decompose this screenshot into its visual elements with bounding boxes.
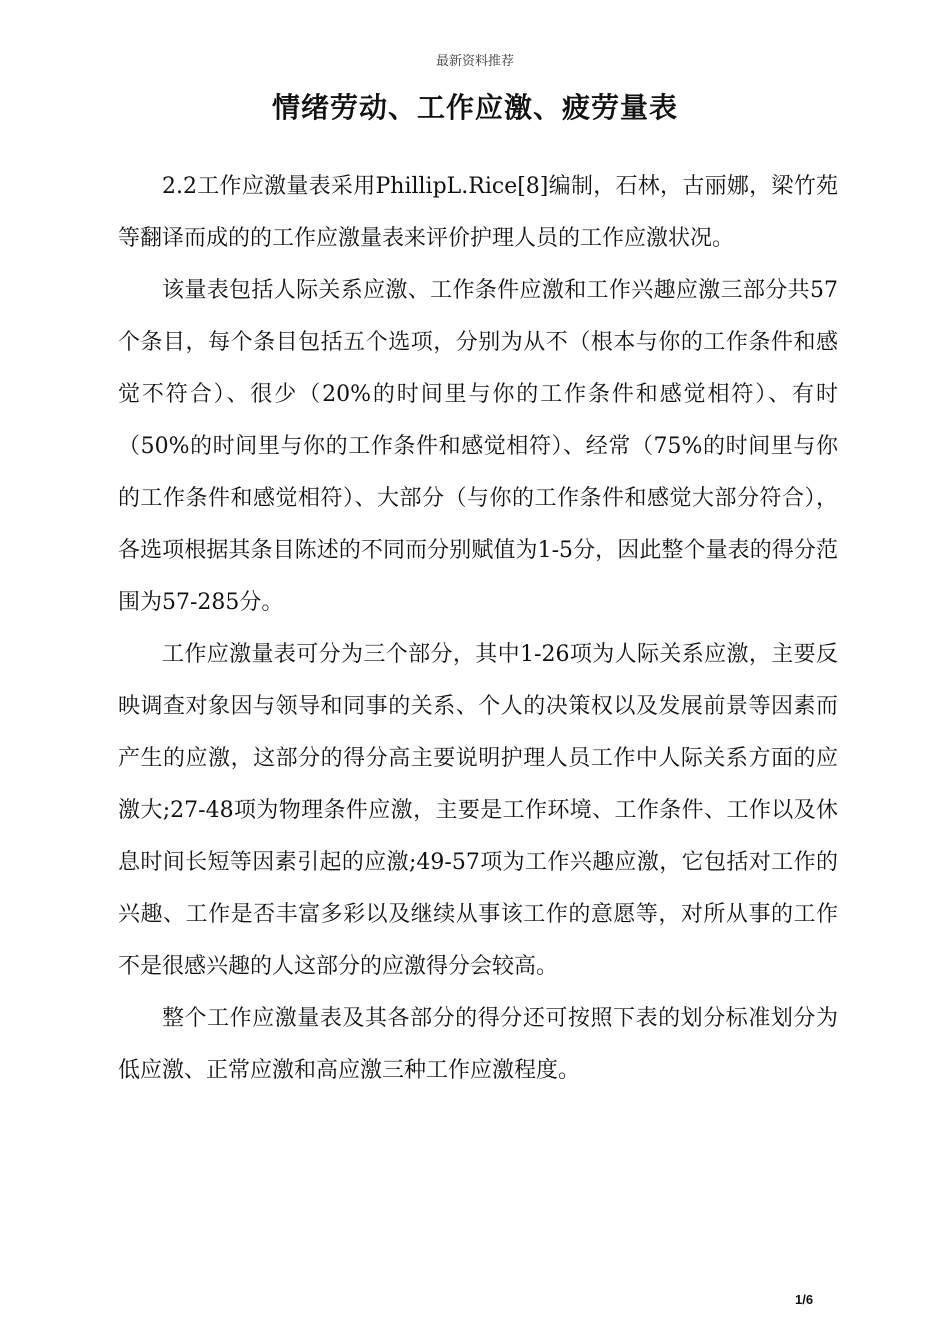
document-title: 情绪劳动、工作应激、疲劳量表 [271,91,678,124]
paragraph-4: 整个工作应激量表及其各部分的得分还可按照下表的划分标准划分为低应激、正常应激和高应激三种工作应激程度。 [118,1006,838,1083]
paragraph-1: 2.2工作应激量表采用PhillipL.Rice[8]编制，石林，古丽娜，梁竹苑等翻译而成的的工作应激量表来评价护理人员的工作应激状况。 [118,174,838,251]
page-header: 最新资料推荐 [435,54,514,69]
page-number: 1/6 [795,1292,814,1307]
paragraph-2: 该量表包括人际关系应激、工作条件应激和工作兴趣应激三部分共57个条目，每个条目包括五个选项，分别为从不（根本与你的工作条件和感觉不符合）、很少（20%的时间里与你的工作条件和感觉相符）、有时（50%的时间里与你的工作条件和感觉相符）、经常（75%的时间里与你的工作条件和感觉相符）、大部分（与你的工作条件和感觉大部分符合），各选项根据其条目陈述的不同而分别赋值为1-5分，因此整个量表的得分范围为57-285分。 [118,278,838,615]
document-body [118,161,838,1097]
paragraph-3: 工作应激量表可分为三个部分，其中1-26项为人际关系应激，主要反映调查对象因与领导和同事的关系、个人的决策权以及发展前景等因素而产生的应激，这部分的得分高主要说明护理人员工作中人际关系方面的应激大;27-48项为物理条件应激，主要是工作环境、工作条件、工作以及休息时间长短等因素引起的应激;49-57项为工作兴趣应激，它包括对工作的兴趣、工作是否丰富多彩以及继续从事该工作的意愿等，对所从事的工作不是很感兴趣的人这部分的应激得分会较高。 [118,642,838,979]
